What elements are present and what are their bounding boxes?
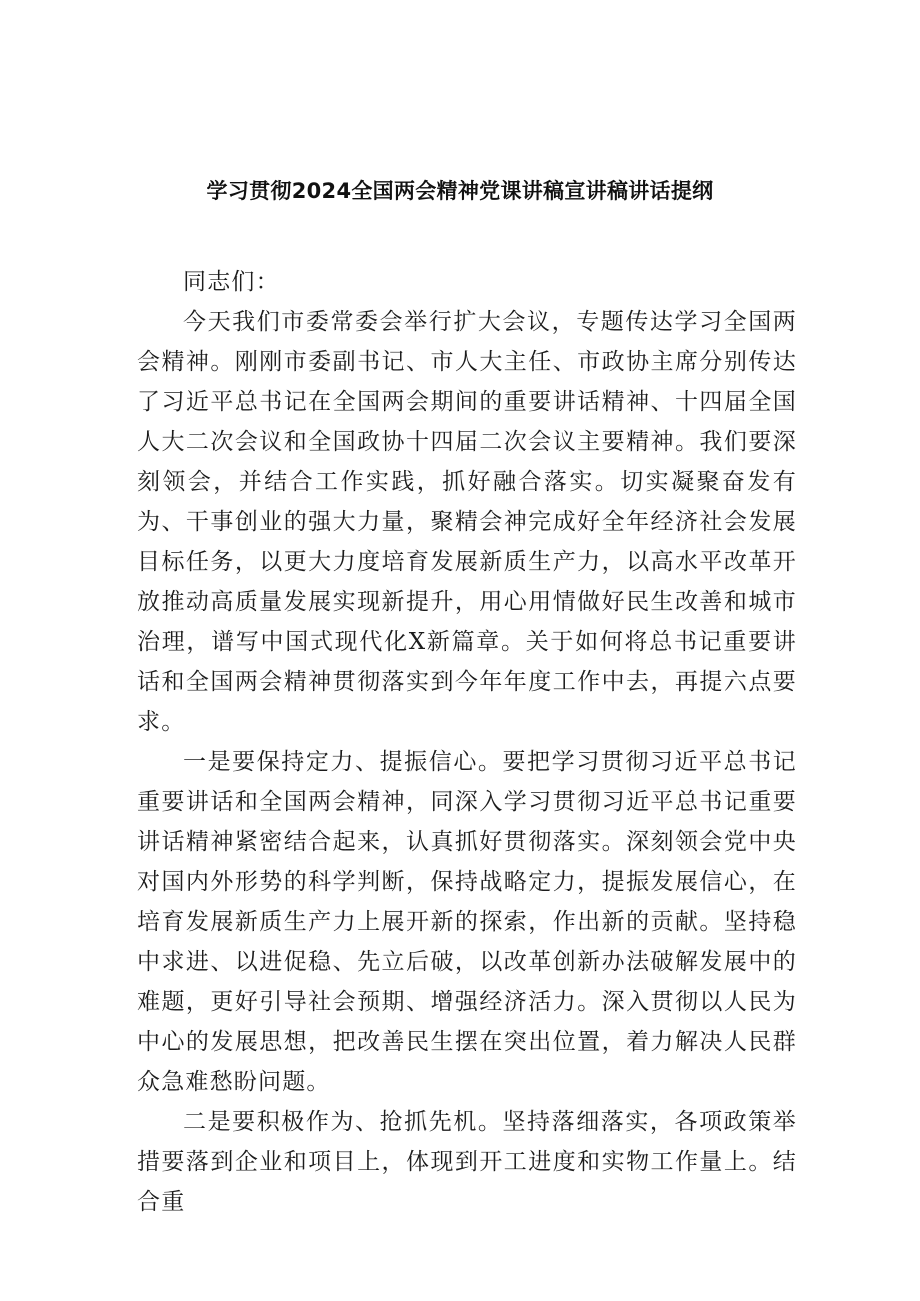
paragraph-intro: 今天我们市委常委会举行扩大会议，专题传达学习全国两会精神。刚刚市委副书记、市人大主任、市政协主席分别传达了习近平总书记在全国两会期间的重要讲话精神、十四届全国人大二次会议和全国政协十四届二次会议主要精神。我们要深刻领会，并结合工作实践，抓好融合落实。切实凝聚奋发有为、干事创业的强大力量，聚精会神完成好全年经济社会发展目标任务，以更大力度培育发展新质生产力，以高水平改革开放推动高质量发展实现新提升，用心用情做好民生改善和城市治理，谱写中国式现代化X新篇章。关于如何将总书记重要讲话和全国两会精神贯彻落实到今年年度工作中去，再提六点要求。	[137, 309, 797, 735]
paragraph-point-two: 二是要积极作为、抢抓先机。坚持落细落实，各项政策举措要落到企业和项目上，体现到开工进度和实物工作量上。结合重	[137, 1109, 797, 1215]
salutation: 同志们：	[183, 269, 280, 295]
document-body	[137, 262, 797, 1222]
paragraph-point-one: 一是要保持定力、提振信心。要把学习贯彻习近平总书记重要讲话和全国两会精神，同深入学习贯彻习近平总书记重要讲话精神紧密结合起来，认真抓好贯彻落实。深刻领会党中央对国内外形势的科学判断，保持战略定力，提振发展信心，在培育发展新质生产力上展开新的探索，作出新的贡献。坚持稳中求进、以进促稳、先立后破，以改革创新办法破解发展中的难题，更好引导社会预期、增强经济活力。深入贯彻以人民为中心的发展思想，把改善民生摆在突出位置，着力解决人民群众急难愁盼问题。	[137, 749, 797, 1095]
document-title: 学习贯彻2024全国两会精神党课讲稿宣讲稿讲话提纲	[206, 179, 714, 203]
